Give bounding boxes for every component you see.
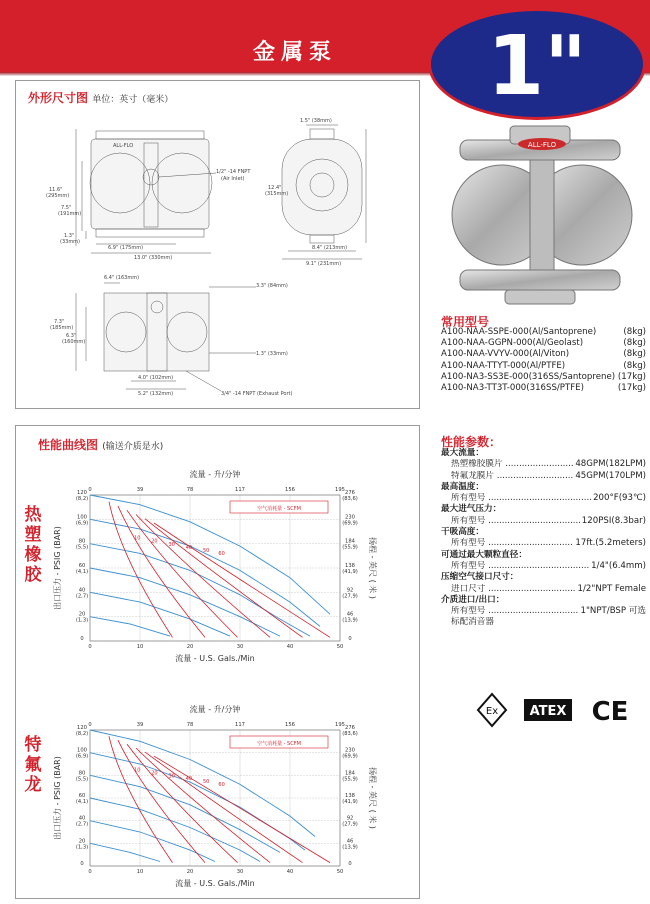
exhaust-label: 3/4" -14 FNPT (Exhaust Port) bbox=[221, 391, 293, 397]
list-item: A100-NA3-SS3E-000(316SS/Santoprene) (17kg) bbox=[441, 371, 646, 382]
perf-line: 所有型号 ..... 200°F(93℃) bbox=[441, 493, 646, 504]
size-badge bbox=[428, 8, 646, 120]
x-top-tick-label: 117 bbox=[235, 487, 245, 493]
x-top-tick-label: 195 bbox=[335, 722, 345, 728]
perf-line: 热塑橡胶膜片 ..... 48GPM(182LPM) bbox=[441, 459, 646, 470]
dim-side-w2: 9.1" (231mm) bbox=[306, 261, 342, 267]
y-right-tick-label: 138 (41,9) bbox=[342, 793, 358, 805]
air-inlet-sub: (Air Inlet) bbox=[221, 176, 245, 182]
y-right-tick-label: 46 (13,9) bbox=[342, 838, 358, 851]
perf-heading: 干吸高度： bbox=[441, 527, 484, 538]
perf-heading: 最高温度： bbox=[441, 481, 484, 492]
y-tick-label: 20 (1,3) bbox=[75, 838, 89, 851]
x-top-tick-label: 39 bbox=[136, 487, 144, 493]
dimension-drawings bbox=[16, 81, 421, 410]
y-right-tick-label: 184 (55,9) bbox=[342, 770, 358, 783]
air-curve-label: 20 bbox=[151, 538, 158, 545]
chart-tpe bbox=[48, 465, 378, 665]
air-curve-label: 30 bbox=[168, 773, 175, 780]
dim-h-total: 11.6" bbox=[49, 187, 63, 193]
perf-line: 所有型号 ..... 1/4"(6.4mm) bbox=[441, 561, 646, 572]
perf-heading: 最大进气压力： bbox=[441, 504, 502, 515]
dim-w-total: 13.0" (330mm) bbox=[134, 255, 173, 261]
y-right-tick-label: 138 (41,9) bbox=[342, 563, 358, 575]
air-curve-label: 50 bbox=[202, 779, 210, 786]
perf-line: 特氟龙膜片 ..... 45GPM(170LPM) bbox=[441, 471, 646, 482]
tpe-side-label: 热塑橡胶 bbox=[24, 505, 42, 585]
y-tick-label: 120 (8,2) bbox=[75, 725, 89, 737]
pump-brand-label: ALL-FLO bbox=[527, 141, 557, 149]
right-axis-title: 扬程 - 英尺 ( 米 ) bbox=[368, 767, 377, 829]
size-label: 1" bbox=[487, 19, 587, 114]
list-item: A100-NAA-SSPE-000(Al/Santoprene) (8kg) bbox=[441, 327, 646, 337]
ex-icon bbox=[478, 694, 506, 726]
dim-side-top: 1.5" (38mm) bbox=[300, 118, 332, 124]
y-right-tick-label: 0 bbox=[348, 861, 352, 867]
air-curve-label: 60 bbox=[218, 551, 225, 558]
dimension-panel bbox=[15, 80, 420, 409]
dim-w-inner: 6.9" (175mm) bbox=[108, 245, 144, 251]
air-curve-label: 30 bbox=[168, 541, 175, 548]
dim-top-h1-mm: (185mm) bbox=[50, 325, 74, 331]
y-right-tick-label: 230 (69,9) bbox=[342, 514, 358, 527]
perf-heading: 可通过最大颗粒直径： bbox=[441, 549, 527, 560]
air-curve-label: 20 bbox=[151, 770, 158, 777]
x-tick-label: 20 bbox=[186, 869, 194, 875]
x-top-tick-label: 78 bbox=[186, 487, 194, 493]
x-top-tick-label: 156 bbox=[285, 487, 295, 493]
perf-line: 所有型号 ..... 17ft.(5.2meters) bbox=[441, 538, 646, 549]
y-tick-label: 0 bbox=[80, 861, 84, 867]
y-tick-label: 0 bbox=[80, 636, 84, 642]
perf-title: 性能参数： bbox=[441, 435, 502, 449]
perf-heading: 最大流量： bbox=[441, 448, 484, 458]
y-tick-label: 60 (4,1) bbox=[75, 563, 89, 575]
right-axis-title: 扬程 - 英尺 ( 米 ) bbox=[368, 537, 377, 599]
x-tick-label: 0 bbox=[88, 869, 92, 875]
dimension-title: 外形尺寸图 单位：英寸（毫米） bbox=[28, 91, 174, 105]
dim-h-total-mm: (295mm) bbox=[46, 193, 70, 199]
dim-top-w0: 6.4" (163mm) bbox=[104, 275, 140, 281]
list-item: A100-NAA-VVYV-000(Al/Viton) (8kg) bbox=[441, 349, 646, 360]
perf-line: 所有型号 ..... 1"NPT/BSP 可选 bbox=[441, 606, 646, 617]
y-tick-label: 40 (2,7) bbox=[75, 815, 89, 828]
x-tick-label: 50 bbox=[336, 644, 344, 650]
y-tick-label: 80 (5,5) bbox=[75, 538, 89, 551]
y-right-tick-label: 184 (55,9) bbox=[342, 538, 358, 551]
x-tick-label: 50 bbox=[336, 869, 344, 875]
x-tick-label: 10 bbox=[136, 869, 144, 875]
y-right-tick-label: 276 (83,6) bbox=[342, 725, 358, 737]
air-curve-label: 10 bbox=[134, 767, 141, 774]
dim-top-h2-mm: (160mm) bbox=[62, 339, 86, 345]
svg-text:ATEX: ATEX bbox=[529, 704, 567, 719]
list-item: A100-NAA-TTYT-000(Al/PTFE) (8kg) bbox=[441, 360, 646, 371]
x-top-tick-label: 0 bbox=[88, 487, 92, 493]
dim-side-h-mm: (315mm) bbox=[265, 191, 289, 197]
dim-h-mid: 7.5" bbox=[61, 205, 72, 211]
y-tick-label: 120 (8,2) bbox=[75, 490, 89, 502]
curves-title: 性能曲线图 (输送介质是水) bbox=[38, 438, 164, 452]
dim-top-r1: 3.3" (84mm) bbox=[256, 283, 288, 289]
perf-heading: 介质进口/出口： bbox=[441, 594, 505, 605]
y-right-tick-label: 46 (13,9) bbox=[342, 611, 358, 624]
y-tick-label: 60 (4,1) bbox=[75, 793, 89, 805]
dim-top-h2: 6.3" bbox=[66, 333, 77, 339]
dim-h-mid-mm: (191mm) bbox=[58, 211, 82, 217]
air-curve-label: 10 bbox=[134, 535, 141, 542]
dim-side-w1: 8.4" (213mm) bbox=[312, 245, 348, 251]
x-tick-label: 40 bbox=[286, 869, 294, 875]
brand-label: ALL-FLO bbox=[113, 143, 134, 149]
models-list bbox=[441, 327, 646, 394]
y-right-tick-label: 230 (69,9) bbox=[342, 747, 358, 760]
dim-side-h: 12.4" bbox=[268, 185, 282, 191]
y-right-tick-label: 0 bbox=[348, 636, 352, 642]
models-title: 常用型号 bbox=[441, 315, 490, 329]
bottom-axis-title: 流量 - U.S. Gals./Min bbox=[175, 879, 255, 888]
air-curve-label: 60 bbox=[218, 781, 225, 788]
perf-list bbox=[441, 448, 646, 629]
atex-icon bbox=[524, 699, 572, 721]
left-axis-title: 出口压力 - PSIG (BAR) bbox=[53, 756, 62, 840]
x-top-tick-label: 39 bbox=[136, 722, 144, 728]
y-tick-label: 100 (6,9) bbox=[75, 514, 89, 527]
pump-image bbox=[440, 120, 645, 310]
left-axis-title: 出口压力 - PSIG (BAR) bbox=[53, 526, 62, 610]
top-axis-title: 流量 - 升/分钟 bbox=[189, 470, 241, 479]
dim-top-r2: 1.3" (33mm) bbox=[256, 351, 288, 357]
x-tick-label: 30 bbox=[236, 869, 244, 875]
scfm-legend-label: 空气消耗量 - SCFM bbox=[257, 506, 301, 512]
x-tick-label: 40 bbox=[286, 644, 294, 650]
chart-ptfe bbox=[48, 700, 378, 890]
certifications bbox=[476, 690, 636, 730]
top-axis-title: 流量 - 升/分钟 bbox=[189, 705, 241, 714]
dim-h-low-mm: (33mm) bbox=[60, 239, 81, 245]
ce-icon bbox=[592, 697, 629, 727]
x-top-tick-label: 0 bbox=[88, 722, 92, 728]
air-inlet-label: 1/2" -14 FNPT bbox=[216, 169, 251, 175]
dim-top-h1: 7.3" bbox=[54, 319, 65, 325]
ptfe-side-label: 特氟龙 bbox=[24, 735, 42, 795]
bottom-axis-title: 流量 - U.S. Gals./Min bbox=[175, 654, 255, 663]
y-right-tick-label: 276 (83,6) bbox=[342, 490, 358, 502]
curves-subtitle: (输送介质是水) bbox=[102, 442, 164, 452]
dimension-unit: 单位：英寸（毫米） bbox=[92, 95, 174, 105]
x-top-tick-label: 78 bbox=[186, 722, 194, 728]
perf-note: 标配消音器 bbox=[451, 617, 494, 628]
y-tick-label: 40 (2,7) bbox=[75, 587, 89, 600]
y-tick-label: 100 (6,9) bbox=[75, 747, 89, 760]
dim-top-w3: 5.2" (132mm) bbox=[138, 391, 174, 397]
dim-h-low: 1.3" bbox=[64, 233, 75, 239]
x-tick-label: 20 bbox=[186, 644, 194, 650]
list-item: A100-NAA-GGPN-000(Al/Geolast) (8kg) bbox=[441, 338, 646, 349]
dim-top-w2: 4.0" (102mm) bbox=[138, 375, 174, 381]
svg-text:Ex: Ex bbox=[485, 706, 499, 717]
list-item: A100-NA3-TT3T-000(316SS/PTFE) (17kg) bbox=[441, 383, 646, 394]
perf-line: 进口尺寸 ..... 1/2"NPT Female bbox=[441, 584, 646, 595]
perf-heading: 压缩空气接口尺寸： bbox=[441, 572, 519, 583]
x-tick-label: 10 bbox=[136, 644, 144, 650]
x-tick-label: 30 bbox=[236, 644, 244, 650]
y-tick-label: 80 (5,5) bbox=[75, 770, 89, 783]
perf-line: 所有型号 ..... 120PSI(8.3bar) bbox=[441, 516, 646, 527]
scfm-legend-label: 空气消耗量 - SCFM bbox=[257, 741, 301, 747]
x-top-tick-label: 156 bbox=[285, 722, 295, 728]
air-curve-label: 40 bbox=[185, 776, 193, 783]
air-curve-label: 50 bbox=[202, 547, 210, 554]
x-top-tick-label: 195 bbox=[335, 487, 345, 493]
y-right-tick-label: 92 (27,9) bbox=[342, 587, 358, 600]
y-right-tick-label: 92 (27,9) bbox=[342, 815, 358, 828]
x-top-tick-label: 117 bbox=[235, 722, 245, 728]
y-tick-label: 20 (1,3) bbox=[75, 611, 89, 624]
x-tick-label: 0 bbox=[88, 644, 92, 650]
svg-text:CE: CE bbox=[591, 697, 629, 727]
air-curve-label: 40 bbox=[185, 544, 193, 551]
page-title: 金属泵 bbox=[252, 40, 337, 65]
